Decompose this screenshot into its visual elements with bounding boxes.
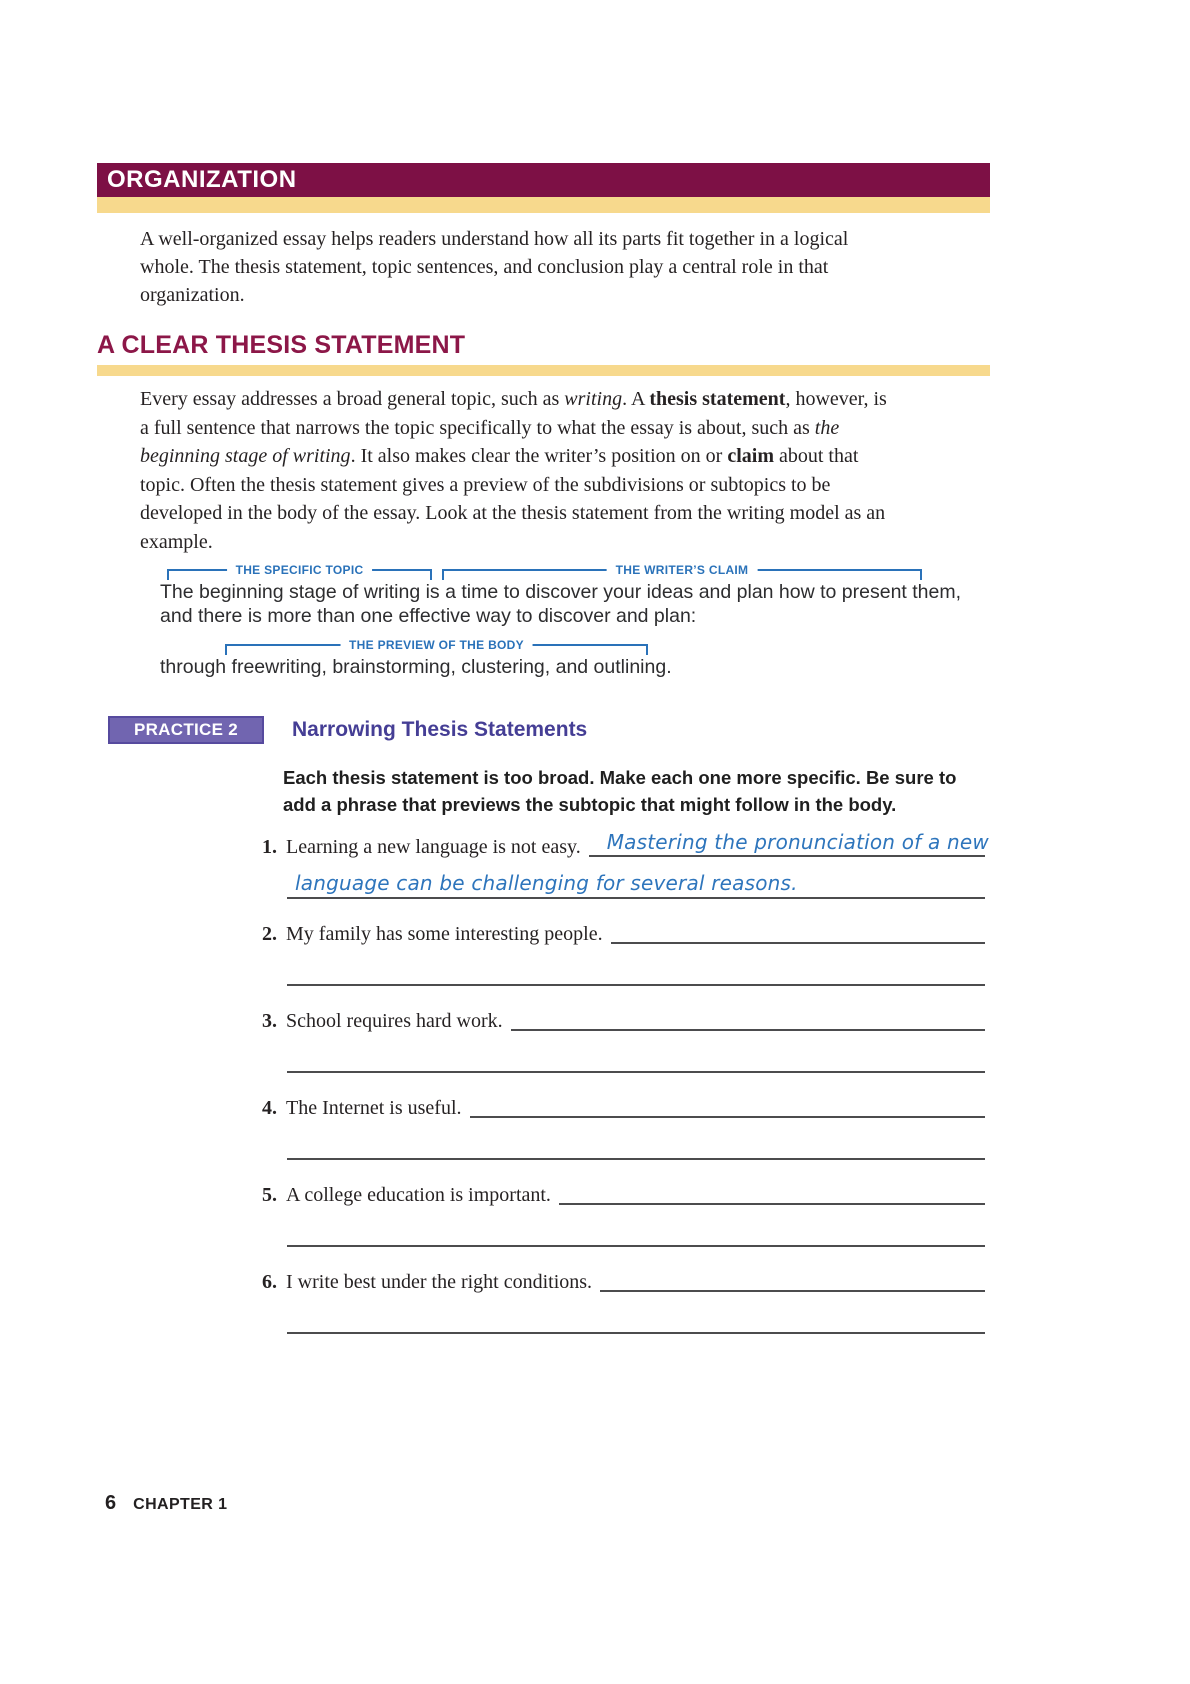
- instructions-line1: Each thesis statement is too broad. Make each one more specific. Be sure to: [283, 766, 957, 788]
- paragraph-run: . A: [622, 388, 650, 410]
- item-sentence: A college education is important.: [286, 1183, 551, 1206]
- answer-line[interactable]: [287, 984, 985, 986]
- preview-body-label: THE PREVIEW OF THE BODY: [340, 638, 533, 652]
- specific-topic-bracket: [167, 563, 432, 580]
- model-sentence-line2: and there is more than one effective way to discover and plan:: [160, 604, 697, 627]
- practice-item-3: [262, 1010, 985, 1033]
- item-sentence: Learning a new language is not easy.: [286, 835, 581, 858]
- practice-instructions: [283, 764, 990, 818]
- practice-item-5: [262, 1184, 985, 1207]
- spacer: [160, 628, 935, 641]
- item-sentence: School requires hard work.: [286, 1009, 503, 1032]
- handwritten-answer: Mastering the pronunciation of a new: [606, 829, 989, 854]
- paragraph-run: about that topic. Often the thesis statement gives a preview of the subdivisions or subtopics to be developed in the body of the essay. Look at the thesis statement from the writing model as an example.: [140, 445, 886, 553]
- practice-item-1: [262, 829, 989, 859]
- answer-line[interactable]: [470, 1116, 986, 1118]
- model-sentence-line3: through freewriting, brainstorming, clustering, and outlining.: [160, 656, 672, 678]
- practice-item-6: [262, 1271, 985, 1294]
- gold-underline-bar: [97, 365, 990, 376]
- practice-item-2: [262, 923, 985, 946]
- item-number: 5.: [262, 1183, 277, 1206]
- thesis-paragraph: [140, 385, 900, 556]
- thesis-example-diagram: [160, 563, 962, 680]
- item-sentence: My family has some interesting people.: [286, 922, 603, 945]
- paragraph-run: , however, is a full sentence that narrows the topic specifically to what the essay is about, such as: [140, 388, 887, 439]
- handwritten-answer: language can be challenging for several reasons.: [295, 870, 798, 895]
- intro-paragraph: A well-organized essay helps readers understand how all its parts fit together in a logical whole. The thesis statement, topic sentences, and conclusion play a central role in that organization.: [140, 228, 849, 306]
- page-footer: [105, 1492, 227, 1515]
- model-sentence-line1: The beginning stage of writing is a time to discover your ideas and plan how to present them,: [160, 581, 962, 603]
- organization-title: ORGANIZATION: [107, 166, 297, 193]
- writers-claim-label: THE WRITER’S CLAIM: [607, 563, 758, 577]
- answer-line[interactable]: [559, 1203, 985, 1205]
- item-number: 4.: [262, 1096, 277, 1119]
- item-number: 6.: [262, 1270, 277, 1293]
- bracket-row: [160, 563, 935, 581]
- practice-items: [97, 829, 990, 1334]
- instructions-line2: add a phrase that previews the subtopic that might follow in the body.: [283, 793, 897, 815]
- item-sentence: The Internet is useful.: [286, 1096, 462, 1119]
- page-number: 6: [105, 1492, 117, 1514]
- practice-badge: [108, 716, 264, 744]
- answer-line[interactable]: [611, 942, 985, 944]
- italic-term: the beginning stage of writing: [140, 416, 840, 467]
- practice-badge-label: PRACTICE 2: [133, 719, 239, 739]
- practice-item-4: [262, 1097, 985, 1120]
- page-content: [97, 163, 990, 1358]
- bold-term: thesis statement: [649, 388, 786, 410]
- specific-topic-label: THE SPECIFIC TOPIC: [227, 563, 373, 577]
- gold-accent-bar: [97, 197, 990, 213]
- section-title: A CLEAR THESIS STATEMENT: [97, 331, 466, 359]
- item-number: 1.: [262, 835, 277, 858]
- answer-line[interactable]: [589, 829, 989, 857]
- answer-line[interactable]: [287, 1071, 985, 1073]
- answer-line[interactable]: [287, 1158, 985, 1160]
- answer-line[interactable]: [600, 1290, 985, 1292]
- writers-claim-bracket: [442, 563, 922, 580]
- item-number: 3.: [262, 1009, 277, 1032]
- answer-line[interactable]: [287, 1332, 985, 1334]
- preview-body-bracket: [225, 638, 648, 655]
- answer-line[interactable]: [287, 1245, 985, 1247]
- bracket-row: [160, 638, 935, 656]
- practice-header-row: [97, 716, 990, 744]
- answer-line[interactable]: [287, 870, 985, 899]
- italic-term: writing: [564, 388, 623, 410]
- paragraph-run: . It also makes clear the writer’s position on or: [350, 445, 728, 467]
- chapter-label: CHAPTER 1: [133, 1496, 228, 1513]
- bold-term: claim: [727, 445, 774, 467]
- item-sentence: I write best under the right conditions.: [286, 1270, 593, 1293]
- practice-title: Narrowing Thesis Statements: [292, 717, 588, 741]
- paragraph-run: Every essay addresses a broad general topic, such as: [140, 388, 565, 410]
- organization-header-bar: [97, 163, 990, 197]
- answer-line[interactable]: [511, 1029, 985, 1031]
- item-number: 2.: [262, 922, 277, 945]
